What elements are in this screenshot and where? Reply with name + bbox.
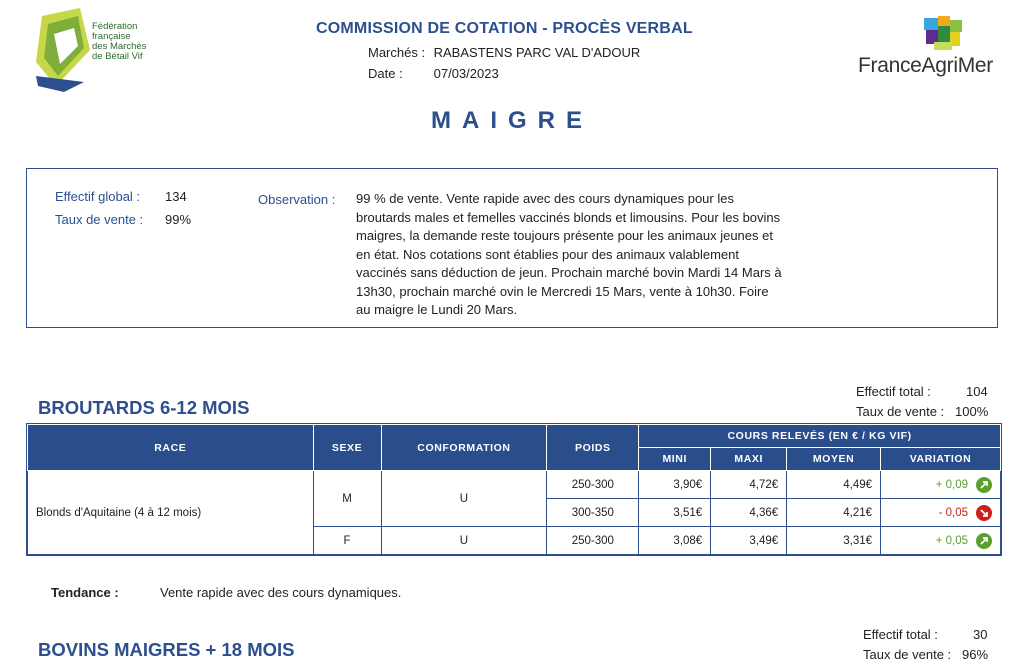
arrow-down-right-icon [976,505,992,521]
mini-cell: 3,90€ [639,471,711,499]
document-title: COMMISSION DE COTATION - PROCÈS VERBAL [316,20,693,37]
bovins-effectif-label: Effectif total : [863,627,938,642]
effectif-global-label: Effectif global : [55,189,141,204]
bovins-section-title: BOVINS MAIGRES + 18 MOIS [38,639,295,660]
variation-cell [881,471,1001,499]
tendance-label: Tendance : [51,585,119,600]
poids-cell: 300-350 [547,499,639,527]
header-moyen: MOYEN [787,448,881,471]
bovins-taux-value: 96% [962,647,989,662]
moyen-cell: 3,31€ [787,527,881,555]
maxi-cell: 4,36€ [711,499,787,527]
taux-vente-value: 99% [165,212,192,227]
conformation-cell: U [381,471,547,527]
mini-cell: 3,51€ [639,499,711,527]
ffm-logo-line-1: Fédération [92,21,138,32]
broutards-effectif-label: Effectif total : [856,384,931,399]
market-value: RABASTENS PARC VAL D'ADOUR [433,45,641,60]
header-maxi: MAXI [711,448,787,471]
header-sexe: SEXE [313,425,381,471]
broutards-effectif-value: 104 [966,384,988,399]
sexe-cell: F [313,527,381,555]
poids-cell: 250-300 [547,471,639,499]
observation-label: Observation : [258,192,336,207]
ffm-logo-line-2: française [92,31,131,42]
variation-value: + 0,05 [935,534,968,547]
ffm-logo-line-4: de Bétail Vif [92,51,143,62]
variation-cell [881,499,1001,527]
moyen-cell: 4,49€ [787,471,881,499]
arrow-up-right-icon [976,533,992,549]
header-poids: POIDS [547,425,639,471]
arrow-up-right-icon [976,477,992,493]
bovins-taux-label: Taux de vente : [863,647,952,662]
moyen-cell: 4,21€ [787,499,881,527]
market-row [368,45,640,60]
franceagrimer-logo-text: FranceAgriMer [858,54,993,77]
franceagrimer-logo-graphic [924,16,964,52]
conformation-cell: U [381,527,547,555]
maxi-cell: 3,49€ [711,527,787,555]
variation-value: - 0,05 [938,506,968,519]
header-mini: MINI [639,448,711,471]
sexe-cell: M [313,471,381,527]
table-row [28,471,1001,499]
taux-vente-label: Taux de vente : [55,212,144,227]
date-label: Date : [368,66,403,81]
poids-cell: 250-300 [547,527,639,555]
broutards-taux-value: 100% [955,404,989,419]
market-label: Marchés : [368,45,426,60]
ffm-logo-line-3: des Marchés [92,41,147,52]
variation-cell [881,527,1001,555]
franceagrimer-logo [858,16,1002,84]
mini-cell: 3,08€ [639,527,711,555]
broutards-section-title: BROUTARDS 6-12 MOIS [38,397,250,418]
broutards-price-table [27,424,1001,555]
broutards-taux-label: Taux de vente : [856,404,945,419]
effectif-global-value: 134 [165,189,187,204]
observation-text: 99 % de vente. Vente rapide avec des cours dynamiques pour les broutards males et femelles vaccinés blonds et limousins. Pour les bovins maigres, la demande reste toujours présente pour les animaux jeunes et en état. Nos cotations sont établies pour des animaux valablement vaccinés sans déduction de jeun. Prochain marché bovin Mardi 14 Mars à 13h30, prochain marché ovin le Mercredi 15 Mars, vente à 10h30. Foire au maigre le Lundi 20 Mars. [356,191,782,317]
variation-value: + 0,09 [935,478,968,491]
header-cours-releves: COURS RELEVÉS (EN € / KG VIF) [639,425,1001,448]
ffm-logo [34,6,164,92]
header-variation: VARIATION [881,448,1001,471]
date-value: 07/03/2023 [433,66,499,81]
page-main-title: MAIGRE [431,107,593,134]
tendance-text: Vente rapide avec des cours dynamiques. [160,585,402,600]
maxi-cell: 4,72€ [711,471,787,499]
bovins-effectif-value: 30 [973,627,988,642]
date-row [368,66,499,81]
race-cell: Blonds d'Aquitaine (4 à 12 mois) [28,471,314,555]
header-conformation: CONFORMATION [381,425,547,471]
header-race: RACE [28,425,314,471]
